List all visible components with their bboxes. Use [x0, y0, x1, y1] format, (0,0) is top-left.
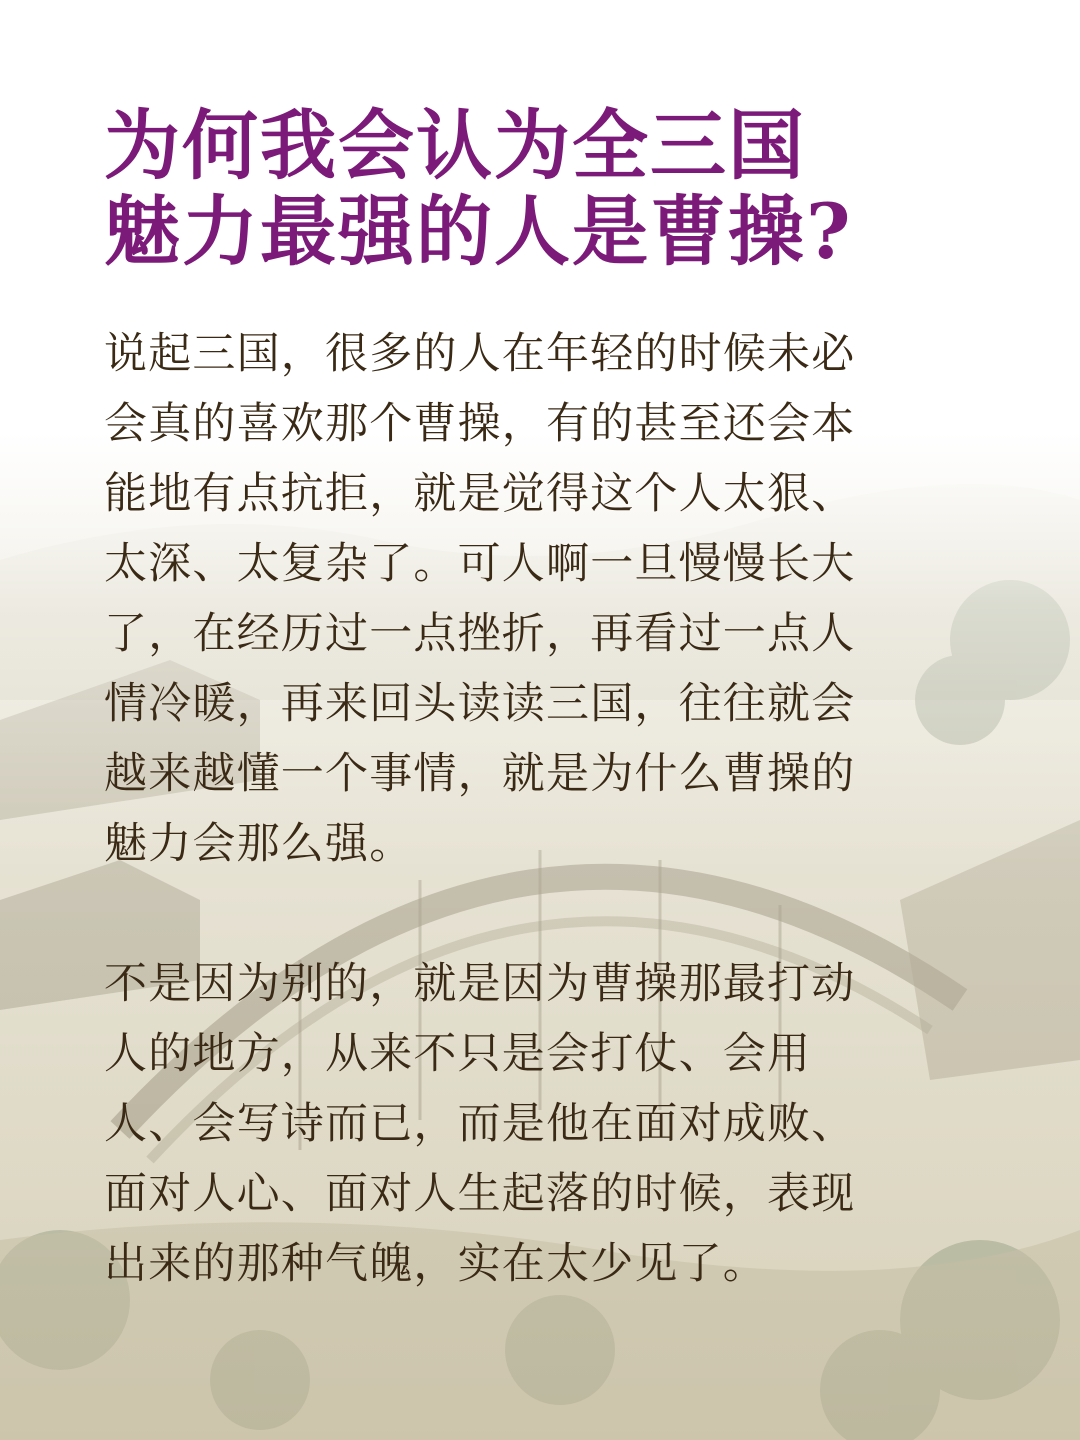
paragraph-line: 会真的喜欢那个曹操，有的甚至还会本 — [104, 399, 856, 449]
paragraph-line: 人的地方，从来不只是会打仗、会用 — [104, 1029, 812, 1079]
paragraph-line: 人、会写诗而已，而是他在面对成败、 — [104, 1099, 856, 1149]
paragraph-line: 太深、太复杂了。可人啊一旦慢慢长大 — [104, 539, 856, 589]
paragraph-line: 情冷暖，再来回头读读三国，往往就会 — [104, 679, 856, 729]
title-line-1: 为何我会认为全三国 — [104, 101, 806, 190]
paragraph-line: 说起三国，很多的人在年轻的时候未必 — [104, 329, 856, 379]
paragraph-line: 了，在经历过一点挫折，再看过一点人 — [104, 609, 856, 659]
paragraph-line: 不是因为别的，就是因为曹操那最打动 — [104, 959, 856, 1009]
paragraph-line: 出来的那种气魄，实在太少见了。 — [104, 1239, 767, 1289]
paragraph-line: 魅力会那么强。 — [104, 819, 414, 869]
paragraph-line: 面对人心、面对人生起落的时候，表现 — [104, 1169, 856, 1219]
paragraph-line: 能地有点抗拒，就是觉得这个人太狠、 — [104, 469, 856, 519]
paragraph-line: 越来越懂一个事情，就是为什么曹操的 — [104, 749, 856, 799]
title-line-2: 魅力最强的人是曹操? — [104, 187, 853, 276]
